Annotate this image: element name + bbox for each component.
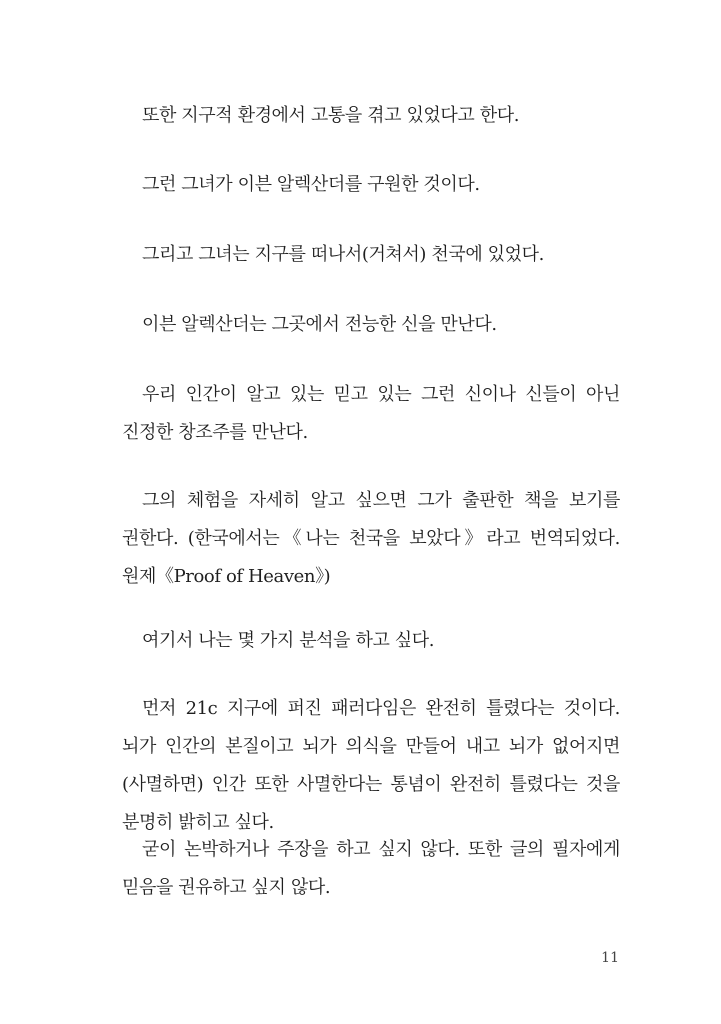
paragraph-4: 이븐 알렉산더는 그곳에서 전능한 신을 만난다. xyxy=(142,314,497,335)
paragraph-7: 여기서 나는 몇 가지 분석을 하고 싶다. xyxy=(142,630,435,651)
paragraph-5: 우리 인간이 알고 있는 믿고 있는 그런 신이나 신들이 아닌 진정한 창조주를 만난다. xyxy=(122,384,620,443)
paragraph-2: 그런 그녀가 이븐 알렉산더를 구원한 것이다. xyxy=(142,174,480,195)
paragraph-3: 그리고 그녀는 지구를 떠나서(거쳐서) 천국에 있었다. xyxy=(142,244,544,265)
paragraph-9: 굳이 논박하거나 주장을 하고 싶지 않다. 또한 글의 필자에게 믿음을 권유하고 싶지 않다. xyxy=(122,839,620,898)
page-number: 11 xyxy=(601,950,619,966)
paragraph-6: 그의 체험을 자세히 알고 싶으면 그가 출판한 책을 보기를 권한다. (한국에서는《나는 천국을 보았다》라고 번역되었다. 원제《Proof of Heaven》) xyxy=(122,490,620,587)
paragraph-8: 먼저 21c 지구에 퍼진 패러다임은 완전히 틀렸다는 것이다. 뇌가 인간의 본질이고 뇌가 의식을 만들어 내고 뇌가 없어지면(사멸하면) 인간 또한 사멸한다는 통념이 완전히 틀렸다는 것을 분명히 밝히고 싶다. xyxy=(122,698,620,833)
paragraph-1: 또한 지구적 환경에서 고통을 겪고 있었다고 한다. xyxy=(142,105,520,126)
